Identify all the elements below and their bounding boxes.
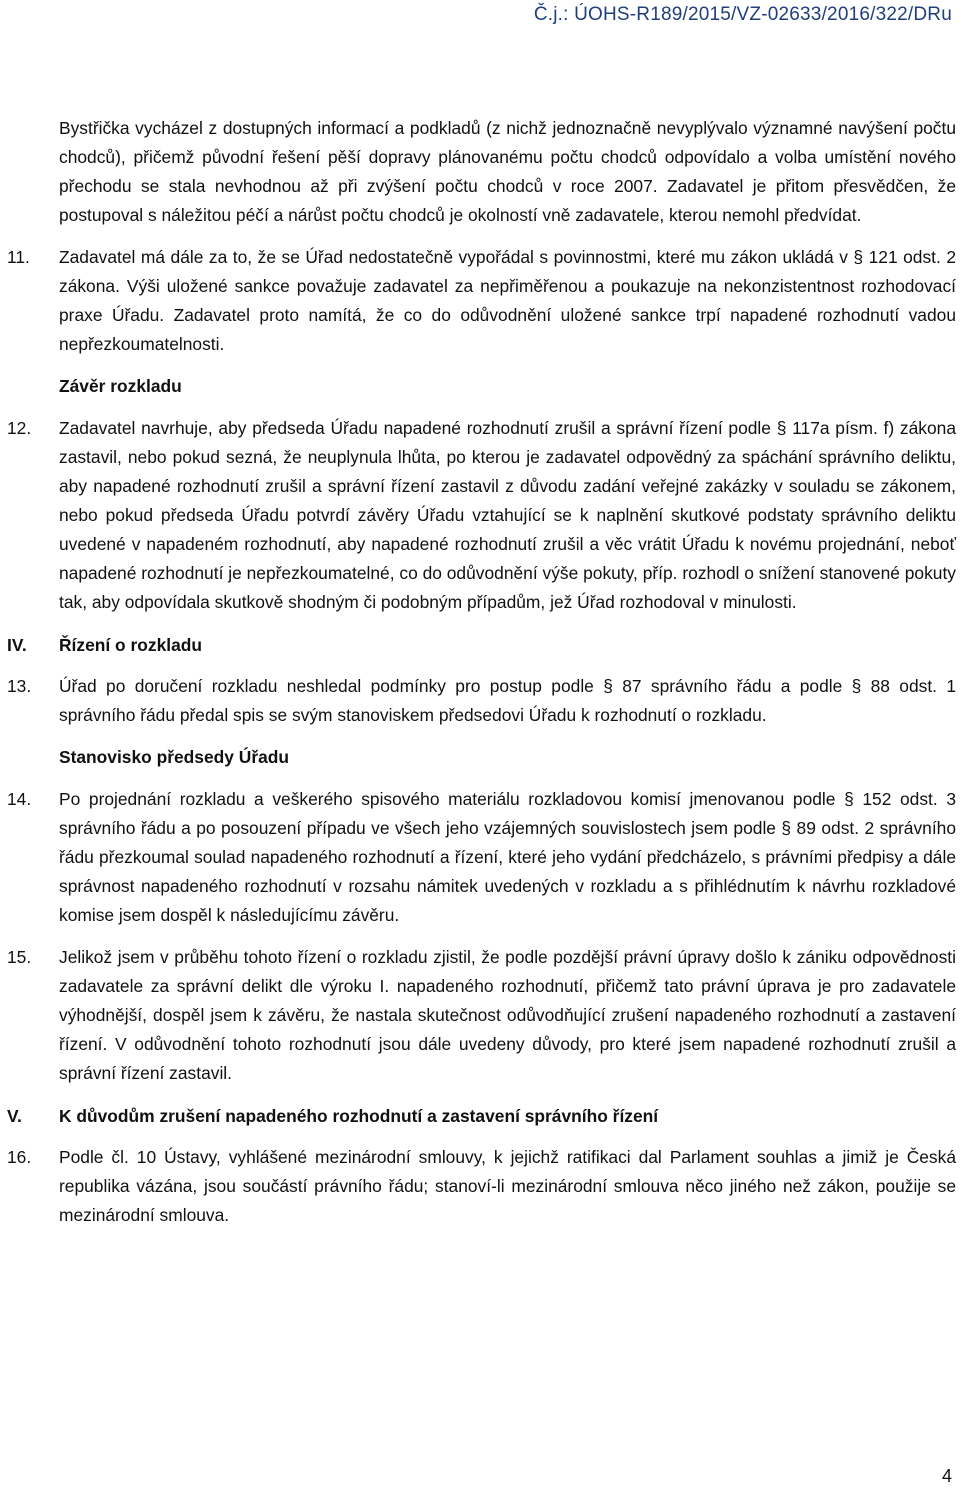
paragraph-15 (0, 943, 960, 1088)
section-title: K důvodům zrušení napadeného rozhodnutí a zastavení správního řízení (59, 1106, 659, 1126)
paragraph-11 (0, 243, 960, 359)
paragraph-10-continuation (0, 114, 960, 230)
paragraph-text: Jelikož jsem v průběhu tohoto řízení o rozkladu zjistil, že podle pozdější právní úpravy došlo k zániku odpovědnosti zadavatele za správní delikt dle výroku I. napadeného rozhodnutí, přičemž tato právní úprava je pro zadavatele výhodnější, dospěl jsem k závěru, že nastala skutečnost odůvodňující zrušení napadeného rozhodnutí a zastavení řízení. V odůvodnění tohoto rozhodnutí jsou dále uvedeny důvody, pro které jsem napadené rozhodnutí zrušil a správní řízení zastavil. (59, 947, 956, 1083)
heading-section-iv (0, 631, 960, 660)
document-reference-header: Č.j.: ÚOHS-R189/2015/VZ-02633/2016/322/DRu (533, 4, 952, 25)
paragraph-number: 12. (7, 418, 32, 438)
paragraph-number: 15. (7, 947, 32, 967)
heading-stanovisko: Stanovisko předsedy Úřadu (59, 747, 290, 767)
section-numeral: V. (7, 1106, 22, 1126)
page-number: 4 (941, 1466, 952, 1486)
paragraph-number: 11. (7, 247, 30, 267)
paragraph-14 (0, 785, 960, 930)
paragraph-number: 13. (7, 676, 32, 696)
paragraph-text: Bystřička vycházel z dostupných informací a podkladů (z nichž jednoznačně nevyplývalo významné navýšení počtu chodců), přičemž původní řešení pěší dopravy plánovanému počtu chodců odpovídalo a volba umístění nového přechodu se stala nevhodnou až při zvýšení počtu chodců v roce 2007. Zadavatel je přitom přesvědčen, že postupoval s náležitou péčí a nárůst počtu chodců je okolností vně zadavatele, kterou nemohl předvídat. (59, 118, 956, 225)
section-title: Řízení o rozkladu (59, 635, 203, 655)
heading-zaver-rozkladu: Závěr rozkladu (59, 376, 182, 396)
paragraph-text: Zadavatel má dále za to, že se Úřad nedostatečně vypořádal s povinnostmi, které mu zákon ukládá v § 121 odst. 2 zákona. Výši uložené sankce považuje zadavatel za nepřiměřenou a poukazuje na nekonzistentnost rozhodovací praxe Úřadu. Zadavatel proto namítá, že co do odůvodnění uložené sankce trpí napadené rozhodnutí vadou nepřezkoumatelnosti. (59, 247, 956, 354)
heading-section-v (0, 1102, 960, 1131)
section-numeral: IV. (7, 635, 27, 655)
paragraph-text: Zadavatel navrhuje, aby předseda Úřadu napadené rozhodnutí zrušil a správní řízení podle § 117a písm. f) zákona zastavil, nebo pokud sezná, že neuplynula lhůta, po kterou je zadavatel odpovědný za spáchání správního deliktu, aby napadené rozhodnutí zrušil a správní řízení zastavil z důvodu zadání veřejné zakázky v souladu se zákonem, nebo pokud předseda Úřadu potvrdí závěry Úřadu vztahující se k naplnění skutkové podstaty správního deliktu uvedené v napadeném rozhodnutí, aby napadené rozhodnutí zrušil a věc vrátit Úřadu k novému projednání, neboť napadené rozhodnutí je nepřezkoumatelné, co do odůvodnění výše pokuty, příp. rozhodl o snížení stanovené pokuty tak, aby odpovídala skutkově shodným či podobným případům, jež Úřad rozhodoval v minulosti. (59, 418, 956, 612)
paragraph-13 (0, 672, 960, 730)
paragraph-text: Po projednání rozkladu a veškerého spisového materiálu rozkladovou komisí jmenovanou podle § 152 odst. 3 správního řádu a po posouzení případu ve všech jeho vzájemných souvislostech jsem podle § 89 odst. 2 správního řádu přezkoumal soulad napadeného rozhodnutí a řízení, které jeho vydání předcházelo, s právními předpisy a dále správnost napadeného rozhodnutí v rozsahu námitek uvedených v rozkladu a s přihlédnutím k návrhu rozkladové komise jsem dospěl k následujícímu závěru. (59, 789, 956, 925)
paragraph-12 (0, 414, 960, 617)
document-body (0, 114, 960, 1243)
paragraph-text: Podle čl. 10 Ústavy, vyhlášené mezinárodní smlouvy, k jejichž ratifikaci dal Parlament souhlas a jimiž je Česká republika vázána, jsou součástí právního řádu; stanoví-li mezinárodní smlouva něco jiného než zákon, použije se mezinárodní smlouva. (59, 1147, 956, 1225)
paragraph-number: 16. (7, 1147, 32, 1167)
paragraph-text: Úřad po doručení rozkladu neshledal podmínky pro postup podle § 87 správního řádu a podle § 88 odst. 1 správního řádu předal spis se svým stanoviskem předsedovi Úřadu k rozhodnutí o rozkladu. (59, 676, 956, 725)
paragraph-number: 14. (7, 789, 32, 809)
paragraph-16 (0, 1143, 960, 1230)
